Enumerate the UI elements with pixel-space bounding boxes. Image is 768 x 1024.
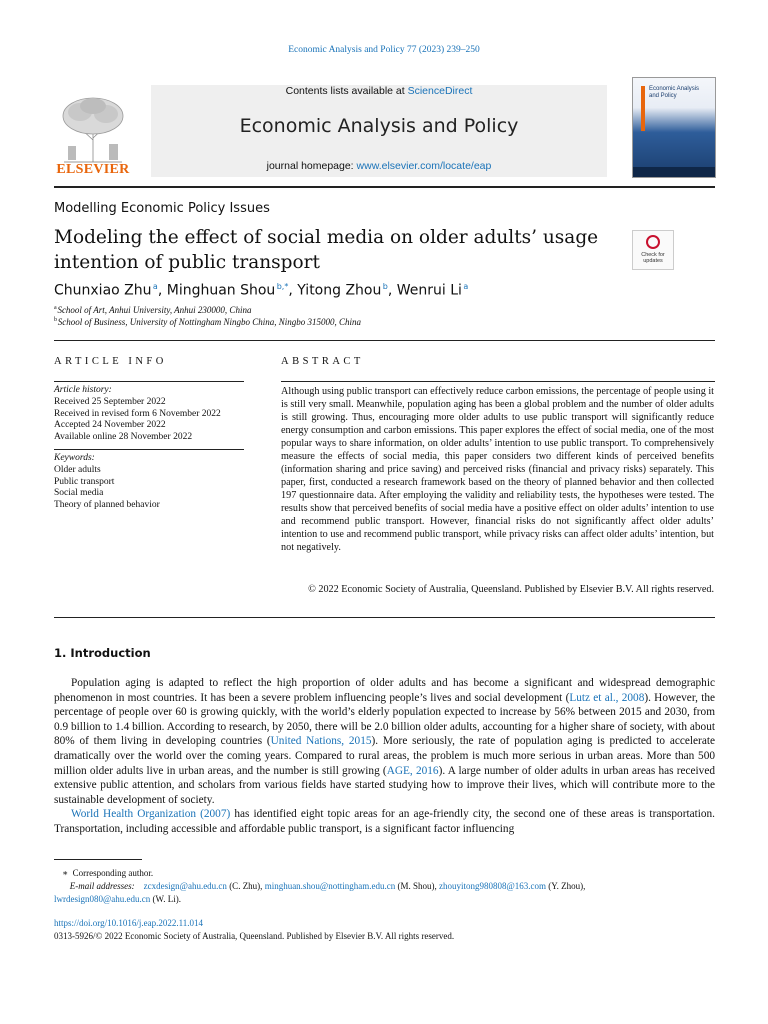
citation-author: World Health Organization	[71, 808, 197, 821]
citation-link[interactable]	[387, 765, 439, 777]
email-link[interactable]: zhouyitong980808@163.com	[438, 881, 547, 891]
cover-footer	[633, 167, 715, 177]
journal-cover[interactable]	[632, 77, 716, 178]
author-affil-sup[interactable]: b,*	[276, 282, 289, 291]
affiliation	[54, 317, 361, 327]
info-rule-top	[54, 381, 244, 382]
keyword-item: Older adults	[54, 464, 101, 475]
cover-title: Economic Analysis and Policy	[649, 86, 700, 99]
homepage-line	[151, 160, 607, 172]
title-line-2: intention of public transport	[54, 252, 320, 273]
introduction-body	[54, 676, 715, 837]
cover-accent	[641, 86, 645, 131]
citation-year: (2007)	[196, 808, 231, 821]
abstract-rule-top	[281, 381, 715, 382]
email-link[interactable]: lwrdesign080@ahu.edu.cn	[54, 894, 151, 904]
footnote-star: ∗	[62, 868, 69, 878]
header-rule	[54, 186, 715, 188]
keywords-rule	[54, 449, 244, 450]
email-owner: (M. Shou),	[395, 881, 439, 891]
paragraph	[54, 676, 715, 807]
email-link[interactable]: zcxdesign@ahu.edu.cn	[143, 881, 227, 891]
affiliation-text: School of Business, University of Nottingham Ningbo China, Ningbo 315000, China	[57, 317, 362, 327]
keywords-label: Keywords:	[54, 453, 95, 463]
citation-link[interactable]	[71, 808, 230, 820]
citation-year: 2016	[415, 764, 439, 777]
running-head[interactable]: Economic Analysis and Policy 77 (2023) 239–250	[288, 45, 480, 55]
introduction-heading: 1. Introduction	[54, 646, 151, 660]
affiliation	[54, 305, 251, 315]
abstract-rule-bottom	[54, 617, 715, 618]
doi-link[interactable]: https://doi.org/10.1016/j.eap.2022.11.014	[54, 918, 203, 928]
keyword-item: Social media	[54, 488, 104, 499]
text-run: has identified eight topic areas for an age-friendly city, the second one of these areas is transportation. Transportation, including accessible and affordable public transport, is a significant factor influencing	[54, 808, 716, 835]
author-name[interactable]: Yitong Zhou	[297, 282, 382, 299]
publisher-name: ELSEVIER	[56, 162, 130, 177]
author-name[interactable]: Chunxiao Zhu	[54, 282, 152, 299]
abstract-text: Although using public transport can effectively reduce carbon emissions, the percentage of people using it is still very small. Meanwhile, population aging has been a global problem and the number of older adults is still growing. Thus, encouraging more older adults to use public transport will significantly reduce energy consumption and carbon emissions. This paper explores the effect of social media, one of the most popular ways to share information, on older adults’ intention to use public transport. To comprehensively measure the effects of social media, this paper considers two different kinds of perceived benefits (information sharing and price saving) and perceived risks (financial and privacy risks) separately. This paper, first, conducted a research framework based on the theory of planned behavior and then collected 197 questionnaire data. After employing the validity and reliability tests, the hypotheses were tested. The results show that perceived benefits of social media have a positive effect on older adults’ intention to use and recommend public transport. However, financial risks do not significantly affect older adults’ intention to use and recommend public transport, while privacy risks can affect older adults’ intention, but not negatively.	[281, 386, 714, 553]
citation-year: 2015	[348, 735, 372, 748]
crossmark-icon	[646, 235, 660, 249]
citation-author: AGE,	[386, 764, 416, 777]
author-affil-sup[interactable]: a	[152, 282, 158, 291]
abstract-copyright: © 2022 Economic Society of Australia, Queensland. Published by Elsevier B.V. All rights reserved.	[308, 584, 714, 595]
text-run: ). However, the percentage of people over 60 is growing quickly, with the world’s elderly population expected to increase by 56% between 2015 and 2030, from 0.9 billion to 1.4 billion. According to research, by 2050, there will be 2.0 billion older adults, accounting for a higher share of society, with about 80% of them living in developing countries (	[54, 691, 716, 748]
history-item: Accepted 24 November 2022	[54, 420, 166, 431]
check-for-updates-button[interactable]	[632, 230, 674, 270]
title-line-1: Modeling the effect of social media on older adults’ usage	[54, 227, 599, 248]
author-sep: ,	[288, 282, 298, 299]
citation-year: 2008	[621, 691, 645, 704]
text-run: ). A large number of older adults in urban areas has received extensive public attention, and scholars from various fields have started studying how to improve their lives, which will contribute more to the sustainable development of society.	[54, 764, 715, 806]
history-label: Article history:	[54, 385, 112, 395]
paper-title	[54, 225, 614, 275]
homepage-label: journal homepage:	[266, 160, 357, 172]
citation-author: Lutz et al.,	[569, 691, 622, 704]
footnote-text: Corresponding author.	[72, 868, 154, 878]
citation-link[interactable]	[569, 692, 644, 704]
email-link[interactable]: minghuan.shou@nottingham.edu.cn	[264, 881, 396, 891]
author-list	[54, 282, 468, 299]
email-owner: (C. Zhu),	[226, 881, 265, 891]
author-sep: ,	[387, 282, 397, 299]
history-item: Received in revised form 6 November 2022	[54, 408, 221, 419]
info-rule	[54, 340, 715, 341]
tree-icon	[54, 92, 132, 164]
affiliation-text: School of Art, Anhui University, Anhui 230000, China	[57, 305, 252, 315]
contents-label: Contents lists available at	[285, 85, 408, 97]
author-name[interactable]: Minghuan Shou	[166, 282, 276, 299]
keyword-item: Public transport	[54, 476, 115, 487]
corresponding-author-note	[62, 867, 153, 880]
citation-link[interactable]	[271, 735, 372, 747]
article-info-heading: ARTICLE INFO	[54, 356, 167, 367]
affiliation-sup: a	[54, 305, 57, 311]
article-history	[54, 385, 221, 444]
homepage-link[interactable]: www.elsevier.com/locate/eap	[356, 160, 492, 172]
journal-title[interactable]: Economic Analysis and Policy	[239, 115, 519, 137]
section-kicker: Modelling Economic Policy Issues	[54, 201, 270, 216]
email-owner: (W. Li).	[150, 894, 181, 904]
footnote-rule	[54, 859, 142, 860]
sciencedirect-link[interactable]: ScienceDirect	[407, 85, 473, 97]
author-affil-sup[interactable]: a	[463, 282, 469, 291]
abstract-heading: ABSTRACT	[281, 356, 364, 367]
issn-copyright: 0313-5926/© 2022 Economic Society of Australia, Queensland. Published by Elsevier B.V. All rights reserved.	[54, 931, 455, 941]
author-sep: ,	[157, 282, 167, 299]
citation-author: United Nations,	[270, 735, 349, 748]
crossmark-label: Check for updates	[641, 252, 665, 264]
email-owner: (Y. Zhou),	[546, 881, 586, 891]
keywords	[54, 453, 160, 512]
affiliation-sup: b	[54, 317, 57, 323]
contents-line	[151, 85, 607, 97]
paragraph	[54, 807, 715, 836]
history-item: Received 25 September 2022	[54, 396, 166, 407]
email-label: E-mail addresses:	[69, 881, 135, 891]
elsevier-logo[interactable]	[54, 92, 132, 178]
text-run: ). More seriously, the rate of population aging is predicted to accelerate dramatically over the world over the coming years. Compared to rural areas, the problem is much more serious in urban areas. More than 500 million older adults live in urban areas, and the number is still growing (	[54, 735, 715, 777]
history-item: Available online 28 November 2022	[54, 432, 193, 443]
text-run: Population aging is adapted to reflect the high proportion of older adults and has become a significant and widespread demographic phenomenon in most countries. It has been a severe problem influencing people’s lives and social development (	[54, 677, 715, 704]
keyword-item: Theory of planned behavior	[54, 500, 160, 511]
author-name[interactable]: Wenrui Li	[396, 282, 462, 299]
email-addresses	[54, 880, 715, 906]
author-affil-sup[interactable]: b	[382, 282, 388, 291]
